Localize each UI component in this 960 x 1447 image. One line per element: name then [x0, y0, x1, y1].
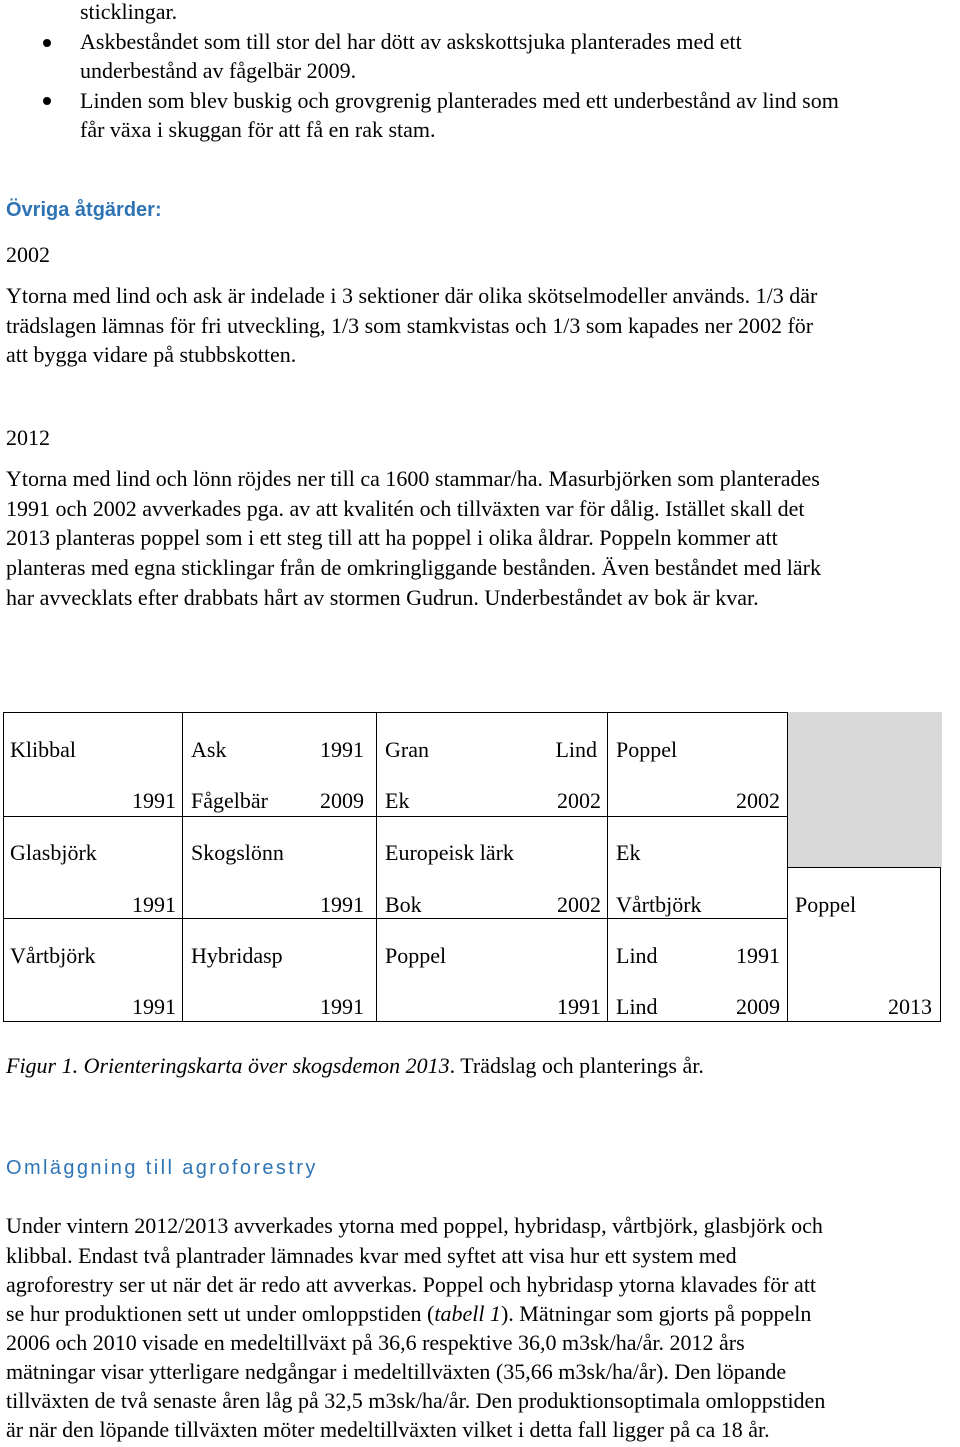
- figure-caption-italic: Figur 1. Orienteringskarta över skogsdemon 2013: [6, 1053, 450, 1078]
- paragraph-line: 1991 och 2002 avverkades pga. av att kvalitén och tillväxten var för dålig. Istället skall det: [6, 496, 805, 521]
- paragraph-line: Under vintern 2012/2013 avverkades ytorna med poppel, hybridasp, vårtbjörk, glasbjörk och: [6, 1213, 823, 1238]
- paragraph-line: agroforestry ser ut när det är redo att avverkas. Poppel och hybridasp ytorna klavades för att: [6, 1272, 817, 1297]
- paragraph-line: Ytorna med lind och ask är indelade i 3 sektioner där olika skötselmodeller används. 1/3 där: [6, 283, 818, 308]
- paragraph-line: Ytorna med lind och lönn röjdes ner till ca 1600 stammar/ha. Masurbjörken som planterades: [6, 466, 820, 491]
- paragraph-line: är när den löpande tillväxten möter medeltillväxten vilket i detta fall ligger på ca 18 år.: [6, 1417, 770, 1442]
- section-heading-agroforestry: Omläggning till agroforestry: [6, 1157, 318, 1179]
- map-border: [3, 712, 788, 713]
- map-grid-line: [376, 712, 377, 1022]
- bullet-icon: [43, 97, 51, 105]
- map-cell-fagelbar: Fågelbär: [191, 788, 268, 813]
- bullet-text-line: får växa i skuggan för att få en rak stam.: [80, 117, 436, 142]
- map-border: [3, 1021, 941, 1022]
- map-cell-year: 1991: [132, 892, 176, 917]
- map-grid-line: [182, 712, 183, 1022]
- map-cell-vartbjork: Vårtbjörk: [10, 943, 96, 968]
- paragraph-line: [6, 1299, 811, 1329]
- map-gray-area: [787, 712, 940, 868]
- paragraph-line: trädslagen lämnas för fri utveckling, 1/3 som stamkvistas och 1/3 som kapades ner 2002 för: [6, 313, 814, 338]
- map-cell-year: 2013: [888, 994, 932, 1019]
- paragraph-line: har avvecklats efter drabbats hårt av stormen Gudrun. Underbeståndet av bok är kvar.: [6, 585, 759, 610]
- map-cell-hybridasp: Hybridasp: [191, 943, 283, 968]
- table-reference: tabell 1: [434, 1301, 501, 1326]
- map-cell-bok: Bok: [385, 892, 422, 917]
- text-span: ). Mätningar som gjorts på poppeln: [500, 1301, 812, 1326]
- orientation-map: [0, 712, 960, 1024]
- map-grid-line: [607, 712, 608, 1022]
- map-grid-line: [787, 867, 941, 868]
- text-span: se hur produktionen sett ut under omloppstiden (: [6, 1301, 435, 1326]
- paragraph-line: klibbal. Endast två plantrader lämnades kvar med syftet att visa hur ett system med: [6, 1243, 737, 1268]
- map-cell-ek: Ek: [385, 788, 410, 813]
- bullet-text-line: Linden som blev buskig och grovgrenig planterades med ett underbestånd av lind som: [80, 88, 839, 113]
- map-cell-poppel: Poppel: [616, 737, 678, 762]
- map-cell-year: 1991: [132, 994, 176, 1019]
- year-label-2012: 2012: [6, 425, 50, 450]
- map-cell-lark: Europeisk lärk: [385, 840, 514, 865]
- section-heading-ovriga: Övriga åtgärder:: [6, 199, 162, 221]
- map-cell-year: 2009: [320, 788, 364, 813]
- map-cell-klibbal: Klibbal: [10, 737, 76, 762]
- map-border: [940, 867, 941, 1022]
- year-label-2002: 2002: [6, 242, 50, 267]
- map-cell-glasbjork: Glasbjörk: [10, 840, 97, 865]
- map-cell-year: 1991: [557, 994, 601, 1019]
- bullet-icon: [43, 39, 51, 47]
- map-cell-year: 2009: [736, 994, 780, 1019]
- map-cell-year: 2002: [557, 892, 601, 917]
- map-cell-lind: Lind: [555, 737, 597, 762]
- map-cell-vartbjork: Vårtbjörk: [616, 892, 702, 917]
- map-grid-line: [3, 918, 788, 919]
- map-gray-area: [940, 712, 942, 868]
- map-grid-line: [787, 712, 788, 1022]
- map-grid-line: [3, 816, 788, 817]
- map-cell-poppel: Poppel: [795, 892, 857, 917]
- map-cell-year: 2002: [557, 788, 601, 813]
- map-cell-lind: Lind: [616, 943, 658, 968]
- map-cell-year: 1991: [132, 788, 176, 813]
- map-cell-year: 1991: [320, 892, 364, 917]
- bullet-text-line: Askbeståndet som till stor del har dött av askskottsjuka planterades med ett: [80, 29, 742, 54]
- figure-caption-rest: . Trädslag och planterings år.: [449, 1053, 704, 1078]
- map-cell-ek: Ek: [616, 840, 641, 865]
- map-cell-year: 1991: [320, 994, 364, 1019]
- map-cell-lind: Lind: [616, 994, 658, 1019]
- paragraph-line: mätningar visar ytterligare nedgångar i medeltillväxten (35,66 m3sk/ha/år). Den löpande: [6, 1359, 787, 1384]
- paragraph-line: 2013 planteras poppel som i ett steg till att ha poppel i olika åldrar. Poppeln kommer att: [6, 525, 778, 550]
- figure-caption: [6, 1051, 704, 1081]
- paragraph-line: planteras med egna sticklingar från de omkringliggande bestånden. Även beståndet med lärk: [6, 555, 821, 580]
- map-cell-year: 2002: [736, 788, 780, 813]
- bullet-text-line: underbestånd av fågelbär 2009.: [80, 58, 357, 83]
- paragraph-line: 2006 och 2010 visade en medeltillväxt på 36,6 respektive 36,0 m3sk/ha/år. 2012 års: [6, 1330, 745, 1355]
- bullet-carryover-text: sticklingar.: [80, 0, 178, 24]
- map-cell-gran: Gran: [385, 737, 429, 762]
- map-cell-year: 1991: [736, 943, 780, 968]
- map-cell-poppel: Poppel: [385, 943, 447, 968]
- map-cell-skogslonn: Skogslönn: [191, 840, 284, 865]
- map-cell-year: 1991: [320, 737, 364, 762]
- map-cell-ask: Ask: [191, 737, 227, 762]
- paragraph-line: att bygga vidare på stubbskotten.: [6, 342, 297, 367]
- map-border: [3, 712, 4, 1022]
- paragraph-line: tillväxten de två senaste åren låg på 32,5 m3sk/ha/år. Den produktionsoptimala omloppstiden: [6, 1388, 826, 1413]
